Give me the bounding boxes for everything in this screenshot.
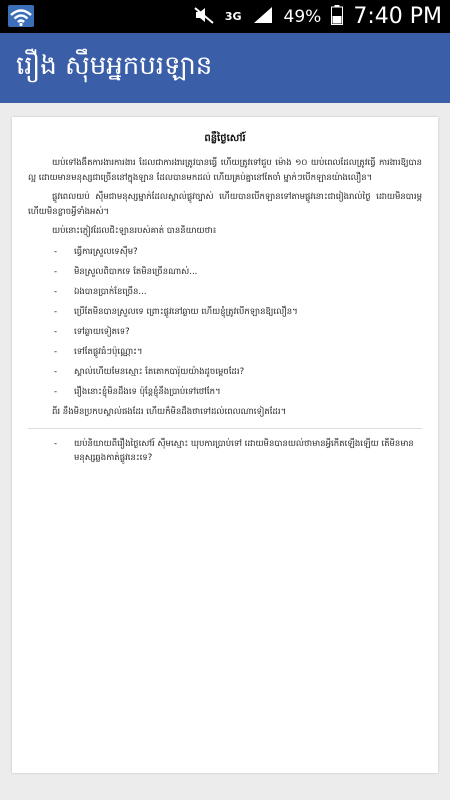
article-heading: ពន្លឺថ្ងៃសៅរ៍ [204,133,246,144]
dialogue-item: - ធ្វើការស្រួលទេស៊ឹម? [64,245,422,259]
app-title: រឿង ស៊ឹមអ្នកបរឡាន [16,51,213,81]
dialogue-item: - មិនស្រួលពិបាកទេ តែមិនច្រើនណាស់... [64,265,422,279]
clock: 7:40 PM [353,4,442,29]
dialogue-list-final [64,437,422,465]
dialogue-item: - ស្គាល់ហើយមែនស្មោះ តែតោកបារ៉ុយយ៉ាងដូចម្ដេចដែរ? [64,365,422,379]
signal-icon [252,6,274,28]
battery-icon [331,5,343,29]
article-paragraph: យប់នោះភ្ញៀវដែលជិះឡានរបស់គាត់ បាននិយាយថា៖ [52,226,217,236]
article-paragraph: ផ្លូវពេលយប់ ស៊ឹមជាមនុស្សម្នាក់ដែលស្គាល់ផ្លូវច្បាស់ ហើយបានបើកឡានទៅតាមផ្លូវនោះជារៀងរាល់ថ្ងៃ ដោយមិនបារម្ភ ហើយមិនខ្លាចអ្វីទាំងអស់។ [28,192,422,217]
article-paragraph: ពីរ នឹងមិនប្រកបស្គាល់ផងដែរ ហើយក៏មិនដឹងថាទៅដល់ពេលណាទៀតដែរ។ [52,407,287,417]
article-card [12,117,438,773]
app-bar [0,33,450,103]
battery-percent: 49% [283,6,322,27]
dialogue-item: - រឿងនោះខ្ញុំមិនដឹងទេ ប៉ុន្តែខ្ញុំនឹងប្រាប់ទៅថៅកែ។ [64,385,422,399]
divider [28,428,422,429]
content-scroll[interactable] [0,103,450,800]
dialogue-item: - ទៅឆ្ងាយទៀតទេ? [64,325,422,339]
dialogue-item: - ប្រើតែមិនបានស្រួលទេ ព្រោះផ្លូវនៅឆ្ងាយ ហើយខ្ញុំត្រូវបើកឡានឱ្យលឿន។ [64,305,422,319]
article-paragraph: យប់ទៅងងឹតការងារការងារ ដែលជាការងារត្រូវបានធ្វើ ហើយត្រូវទៅជួប ម៉ោង ១០ យប់ពេលដែលត្រូវធ្វើ ការងារឱ្យបានល្អ ដោយមានមនុស្សជាច្រើននៅក្នុងឡាន ដែលបានមកដល់ ហើយគ្រប់គ្នានៅតែចាំ ម្នាក់ៗបើកឡានយ៉ាងលឿន។ [28,158,422,183]
dialogue-item: - យប់និយាយពីរឿងថ្ងៃសៅរ៍ ស៊ឹមស្មោះ ឃុបការប្រាប់ទៅ ដោយមិនបានយល់ថាមានអ្វីកើតឡើងឡើយ តើមិនមានមនុស្សឆ្លងកាត់ផ្លូវនេះទេ? [64,437,422,465]
dialogue-item: - ឯងបានប្រាក់ខែច្រើន... [64,285,422,299]
wifi-icon [8,5,34,27]
network-type: 3G [224,9,242,23]
dialogue-list [64,245,422,399]
status-bar [0,0,450,33]
dialogue-item: - ទៅតែផ្លូវធំៗប៉ុណ្ណោះ។ [64,345,422,359]
mute-icon [193,6,215,28]
